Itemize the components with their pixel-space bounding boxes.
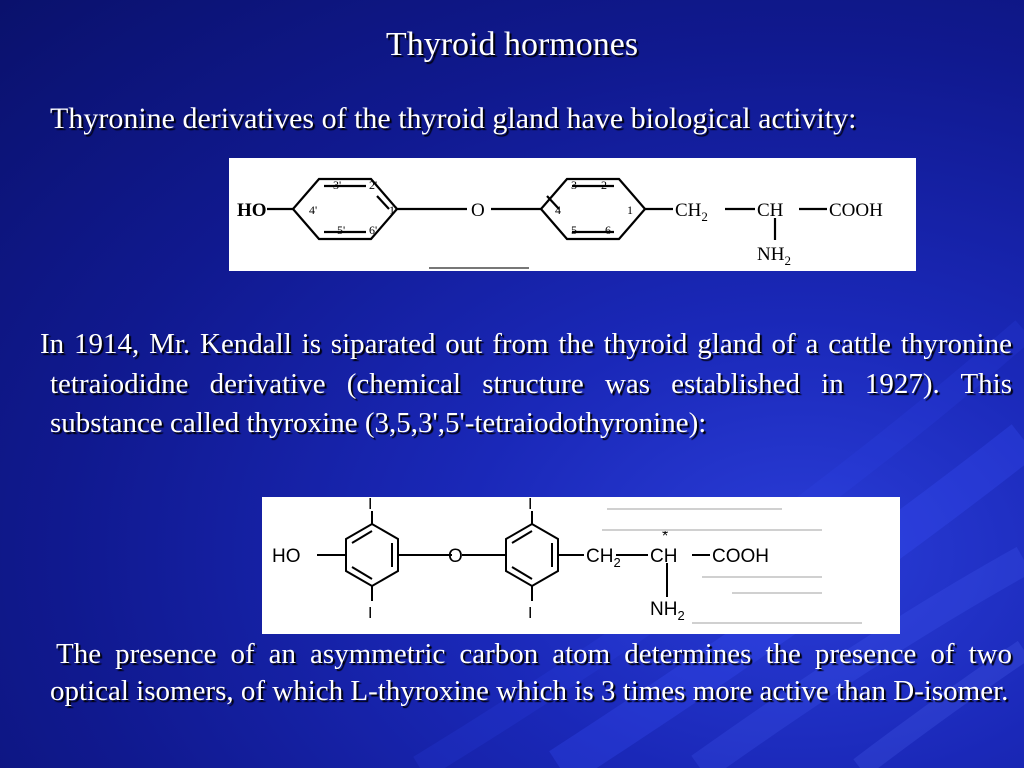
- nh2-label: NH: [650, 599, 678, 620]
- ring-label: 2: [601, 178, 607, 192]
- intro-text: Thyronine derivatives of the thyroid gland have biological activity:: [50, 102, 857, 135]
- ch2-group-label: [586, 546, 621, 570]
- ch-label: CH: [650, 546, 678, 567]
- nh2-label: NH: [757, 244, 785, 265]
- chiral-center-mark: *: [662, 528, 669, 545]
- ring-label: 6: [605, 223, 611, 237]
- slide-title: Thyroid hormones: [385, 26, 639, 63]
- ch2-group-label: [675, 200, 708, 224]
- ring-label: 3: [571, 178, 577, 192]
- thyroxine-structure-figure: [262, 497, 900, 634]
- thyroxine-structure-diagram: [262, 497, 900, 634]
- ring-label: 5': [337, 223, 346, 237]
- thyronine-structure-figure: [229, 158, 916, 271]
- ch2-subscript: 2: [613, 555, 621, 570]
- ring-label: 6': [369, 223, 378, 237]
- ether-oxygen-label: O: [471, 200, 485, 221]
- ring-label: 1: [627, 203, 633, 217]
- ch-label: CH: [757, 200, 784, 221]
- ch2-subscript: 2: [701, 209, 708, 224]
- ring-label: 1': [389, 203, 398, 217]
- ho-label: HO: [237, 200, 267, 221]
- iodine-label: I: [528, 497, 533, 513]
- nh2-subscript: 2: [784, 253, 791, 268]
- ch2-label: CH: [675, 200, 702, 221]
- history-paragraph: In 1914, Mr. Kendall is siparated out from the thyroid gland of a cattle thyronine tetraiodidne derivative (chemical structure was established in 1927). This substance called thyroxine (3,5,3',5'-tetraiodothyronine):: [40, 328, 1012, 439]
- ring-label: 4: [555, 203, 561, 217]
- ho-label: HO: [272, 546, 301, 567]
- iodine-label: I: [368, 497, 373, 513]
- cooh-label: COOH: [712, 546, 769, 567]
- isomer-paragraph: The presence of an asymmetric carbon atom determines the presence of two optical isomers, of which L-thyroxine which is 3 times more active than D-isomer.: [50, 638, 1012, 707]
- ring-label: 5: [571, 223, 577, 237]
- ring-label: 4': [309, 203, 318, 217]
- nh2-group-label: [757, 244, 791, 268]
- nh2-subscript: 2: [677, 608, 685, 623]
- iodine-label: I: [368, 605, 373, 622]
- thyronine-structure-diagram: [229, 158, 916, 271]
- ring-label: 3': [333, 178, 342, 192]
- ring-label: 2': [369, 178, 378, 192]
- ether-oxygen-label: O: [448, 546, 463, 567]
- iodine-label: I: [528, 605, 533, 622]
- ch2-label: CH: [586, 546, 614, 567]
- cooh-label: COOH: [829, 200, 883, 221]
- nh2-group-label: [650, 599, 685, 623]
